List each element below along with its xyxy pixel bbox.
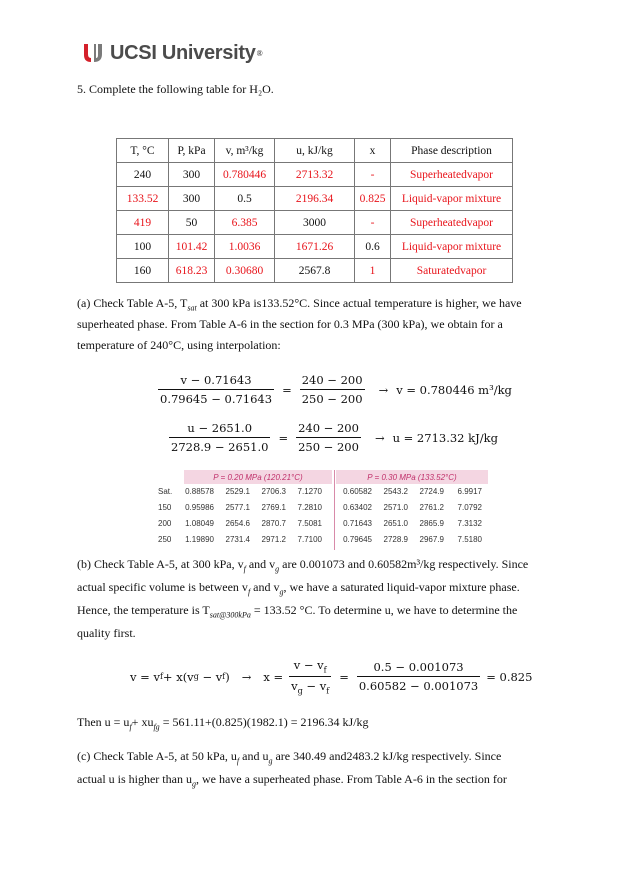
result: = 0.825: [486, 669, 533, 684]
steam-cell: 2870.7: [261, 519, 286, 528]
table-row: [117, 259, 513, 283]
fraction: [296, 421, 361, 454]
subscript: f: [222, 672, 226, 682]
part-a-line-1: [77, 294, 567, 317]
cell-internal-energy: 2713.32: [275, 163, 355, 187]
result: v = 0.780446 m³/kg: [396, 382, 512, 397]
cell-pressure: 618.23: [169, 259, 215, 283]
text: v = v: [130, 669, 160, 684]
cell-temperature: 240: [117, 163, 169, 187]
numerator: u − 2651.0: [187, 421, 253, 435]
steam-table-excerpt: [158, 470, 490, 550]
text: at 300 kPa is133.52°C. Since actual temperature is higher, we have: [196, 296, 522, 310]
numerator: [292, 658, 329, 676]
cell-quality: 1: [355, 259, 391, 283]
text: (b) Check Table A-5, at 300 kPa, v: [77, 557, 244, 571]
fraction: [158, 373, 274, 406]
cell-specific-volume: 0.30680: [215, 259, 275, 283]
properties-table: [116, 138, 513, 283]
question-line: [77, 80, 567, 98]
quality-equation: [130, 658, 532, 696]
text: x =: [263, 669, 284, 684]
cell-specific-volume: 0.5: [215, 187, 275, 211]
text: actual u is higher than u: [77, 772, 192, 786]
subscript: sat: [187, 303, 197, 313]
steam-cell: 2651.0: [383, 519, 408, 528]
cell-temperature: 133.52: [117, 187, 169, 211]
subscript: g: [191, 779, 196, 789]
text: , we have a saturated liquid-vapor mixture phase.: [283, 580, 520, 594]
subscript: f: [159, 672, 163, 682]
steam-cell: 0.79645: [343, 535, 372, 544]
part-b-then-line: [77, 713, 567, 736]
arrow-icon: →: [241, 669, 252, 684]
text: (c) Check Table A-5, at 50 kPa, u: [77, 749, 237, 763]
steam-cell: 6.9917: [457, 487, 482, 496]
denominator: 2728.9 − 2651.0: [169, 437, 270, 454]
header-cell: T, °C: [117, 139, 169, 163]
header-cell: v, m³/kg: [215, 139, 275, 163]
subscript: g: [193, 672, 199, 682]
subscript: g: [268, 756, 273, 766]
steam-cell: 2967.9: [419, 535, 444, 544]
text: ): [225, 669, 230, 684]
text: + x(v: [162, 669, 194, 684]
cell-phase: Liquid-vapor mixture: [391, 187, 513, 211]
text: are 340.49 and2483.2 kJ/kg respectively. Since: [272, 749, 502, 763]
arrow-icon: →: [378, 382, 389, 397]
subscript: f: [326, 686, 330, 696]
steam-cell: 2971.2: [261, 535, 286, 544]
denominator: $v_g - v_f$: [289, 676, 331, 695]
arrow-icon: →: [374, 430, 385, 445]
steam-cell: 0.88578: [185, 487, 214, 496]
subscript: f: [243, 564, 246, 574]
numerator: 0.5 − 0.001073: [373, 660, 464, 675]
subscript: g: [279, 587, 284, 597]
steam-cell: 2571.0: [383, 503, 408, 512]
text: (a) Check Table A-5, T: [77, 296, 188, 310]
subscript: fg: [153, 722, 160, 732]
cell-temperature: 160: [117, 259, 169, 283]
cell-specific-volume: 0.780446: [215, 163, 275, 187]
fraction: [169, 421, 270, 454]
steam-cell: 2761.2: [419, 503, 444, 512]
cell-pressure: 300: [169, 163, 215, 187]
header-cell: x: [355, 139, 391, 163]
brand-name: UCSI University: [110, 41, 256, 64]
cell-temperature: 100: [117, 235, 169, 259]
numerator: 240 − 200: [298, 421, 359, 435]
part-b-line-4: quality first.: [77, 626, 136, 640]
cell-specific-volume: 6.385: [215, 211, 275, 235]
brand-registered-mark: ®: [256, 48, 263, 58]
cell-phase: Liquid-vapor mixture: [391, 235, 513, 259]
equals-sign: =: [282, 382, 292, 397]
subscript: f: [236, 756, 240, 766]
steam-cell: 7.5081: [297, 519, 322, 528]
cell-phase: Superheatedvapor: [391, 163, 513, 187]
part-a-line-2: superheated phase. From Table A-6 in the section for 0.3 MPa (300 kPa), we obtain for a: [77, 317, 503, 331]
result: u = 2713.32 kJ/kg: [392, 430, 498, 445]
interpolation-equation-v: [158, 373, 512, 406]
steam-cell: 2529.1: [225, 487, 250, 496]
text: v − v: [293, 658, 324, 672]
table-row: [117, 187, 513, 211]
text: − v: [198, 669, 223, 684]
cell-temperature: 419: [117, 211, 169, 235]
steam-cell: 0.95986: [185, 503, 214, 512]
question-number: 5.: [77, 82, 86, 96]
subscript: f: [323, 665, 327, 675]
part-c-line-2: [77, 770, 567, 793]
steam-cell: 2865.9: [419, 519, 444, 528]
text: + xu: [131, 715, 154, 729]
steam-cell: 7.0792: [457, 503, 482, 512]
subscript: f: [247, 587, 251, 597]
university-logo: [80, 38, 263, 68]
subscript: sat@300kPa: [209, 610, 251, 620]
text: = 133.52 °C. To determine u, we have to determine the: [250, 603, 518, 617]
cell-internal-energy: 3000: [275, 211, 355, 235]
cell-quality: -: [355, 163, 391, 187]
steam-header-left: P = 0.20 MPa (120.21°C): [184, 470, 332, 484]
part-a-line-3: temperature of 240°C, using interpolation:: [77, 338, 281, 352]
row-label: 250: [158, 535, 172, 544]
table-row: [117, 211, 513, 235]
text: and u: [239, 749, 269, 763]
steam-cell: 0.60582: [343, 487, 372, 496]
header-cell: P, kPa: [169, 139, 215, 163]
cell-quality: -: [355, 211, 391, 235]
equals-sign: =: [339, 669, 349, 684]
text: and v: [250, 580, 280, 594]
text: and v: [245, 557, 276, 571]
denominator: 250 − 200: [296, 437, 361, 454]
cell-pressure: 300: [169, 187, 215, 211]
table-row: [117, 163, 513, 187]
header-cell: u, kJ/kg: [275, 139, 355, 163]
steam-header-right: P = 0.30 MPa (133.52°C): [336, 470, 488, 484]
part-b-line-3: [77, 601, 567, 624]
row-label: Sat.: [158, 487, 173, 496]
question-text: Complete the following table for H₂O.: [89, 82, 274, 96]
text: Then u = u: [77, 715, 130, 729]
logo-emblem-icon: [80, 40, 106, 66]
cell-quality: 0.825: [355, 187, 391, 211]
cell-phase: Superheatedvapor: [391, 211, 513, 235]
steam-cell: 2731.4: [225, 535, 250, 544]
denominator: 0.60582 − 0.001073: [357, 676, 480, 693]
part-b-line-1: [77, 555, 567, 578]
header-cell: Phase description: [391, 139, 513, 163]
text: v: [291, 679, 298, 694]
steam-cell: 2543.2: [383, 487, 408, 496]
table-row: [117, 235, 513, 259]
text: actual specific volume is between v: [77, 580, 248, 594]
subscript: g: [297, 686, 303, 696]
steam-cell: 1.08049: [185, 519, 214, 528]
numerator: 240 − 200: [301, 373, 363, 387]
steam-cell: 7.7100: [297, 535, 322, 544]
part-b-line-2: [77, 578, 567, 601]
numerator: v − 0.71643: [180, 373, 252, 387]
steam-cell: 2706.3: [261, 487, 286, 496]
cell-phase: Saturatedvapor: [391, 259, 513, 283]
cell-specific-volume: 1.0036: [215, 235, 275, 259]
subscript: f: [129, 722, 132, 732]
fraction: [357, 660, 480, 693]
steam-cell: 7.5180: [457, 535, 482, 544]
text: Hence, the temperature is T: [77, 603, 210, 617]
cell-internal-energy: 2196.34: [275, 187, 355, 211]
steam-cell: 2769.1: [261, 503, 286, 512]
cell-quality: 0.6: [355, 235, 391, 259]
cell-pressure: 101.42: [169, 235, 215, 259]
text: are 0.001073 and 0.60582m³/kg respectively. Since: [279, 557, 529, 571]
table-header-row: [117, 139, 513, 163]
steam-cell: 7.1270: [297, 487, 322, 496]
denominator: 250 − 200: [300, 389, 365, 406]
steam-cell: 2654.6: [225, 519, 250, 528]
steam-cell: 7.3132: [457, 519, 482, 528]
steam-cell: 2577.1: [225, 503, 250, 512]
fraction: [289, 658, 331, 696]
steam-cell: 0.63402: [343, 503, 372, 512]
steam-cell: 0.71643: [343, 519, 372, 528]
cell-internal-energy: 1671.26: [275, 235, 355, 259]
row-label: 200: [158, 519, 172, 528]
cell-internal-energy: 2567.8: [275, 259, 355, 283]
text: , we have a superheated phase. From Table A-6 in the section for: [195, 772, 507, 786]
cell-pressure: 50: [169, 211, 215, 235]
steam-cell: 2724.9: [419, 487, 444, 496]
subscript: g: [275, 564, 280, 574]
steam-cell: 2728.9: [383, 535, 408, 544]
interpolation-equation-u: [169, 421, 498, 454]
fraction: [300, 373, 365, 406]
row-label: 150: [158, 503, 172, 512]
steam-cell: 7.2810: [297, 503, 322, 512]
denominator: 0.79645 − 0.71643: [158, 389, 274, 406]
steam-cell: 1.19890: [185, 535, 214, 544]
text: = 561.11+(0.825)(1982.1) = 2196.34 kJ/kg: [159, 715, 369, 729]
part-c-line-1: [77, 747, 567, 770]
equals-sign: =: [278, 430, 289, 445]
column-divider: [334, 470, 335, 550]
